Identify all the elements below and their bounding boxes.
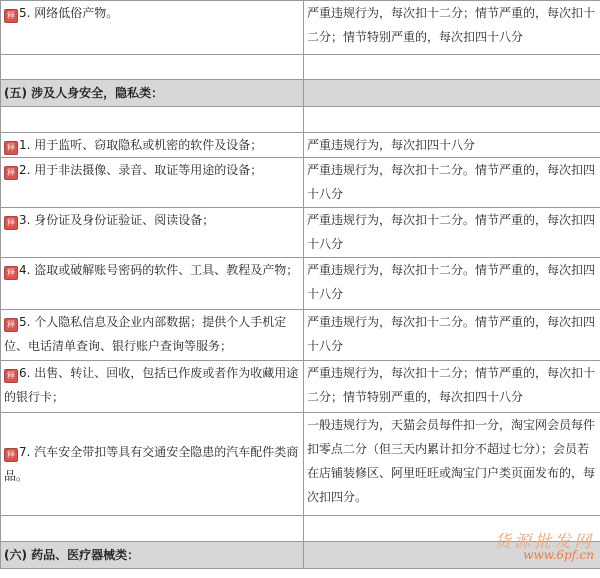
interpretation-icon[interactable]: 释 (4, 448, 18, 462)
item-text: 2. 用于非法摄像、录音、取证等用途的设备； (19, 163, 263, 177)
interpretation-icon[interactable]: 释 (4, 166, 18, 180)
item-text: 6. 出售、转让、回收，包括已作废或者作为收藏用途的银行卡； (4, 366, 299, 404)
item-text: 5. 网络低俗产物。 (19, 6, 119, 20)
interpretation-icon[interactable]: 释 (4, 141, 18, 155)
penalty-text: 严重违规行为，每次扣十二分。情节严重的，每次扣四十八分 (304, 208, 600, 258)
interpretation-icon[interactable]: 释 (4, 318, 18, 332)
table-row (1, 258, 600, 310)
penalty-text: 严重违规行为，每次扣十二分。情节严重的，每次扣四十八分 (304, 158, 600, 208)
penalty-text: 严重违规行为，每次扣十二分；情节严重的，每次扣十二分；情节特别严重的，每次扣四十八分 (304, 1, 600, 55)
penalty-text: 严重违规行为，每次扣十二分；情节严重的，每次扣十二分；情节特别严重的，每次扣四十八分 (304, 361, 600, 413)
item-text: 1. 用于监听、窃取隐私或机密的软件及设备； (19, 138, 263, 152)
interpretation-icon[interactable]: 释 (4, 369, 18, 383)
section-title: (六) 药品、医疗器械类： (1, 542, 304, 569)
blank-row (1, 107, 600, 133)
table-row (1, 413, 600, 516)
section-row (1, 542, 600, 569)
penalty-text: 一般违规行为，天猫会员每件扣一分，淘宝网会员每件扣零点二分（但三天内累计扣分不超过七分）；会员若在店铺装修区、阿里旺旺或淘宝门户类页面发布的，每次扣四分。 (304, 413, 600, 516)
interpretation-icon[interactable]: 释 (4, 266, 18, 280)
section-row (1, 80, 600, 107)
blank-row (1, 516, 600, 542)
penalty-text: 严重违规行为，每次扣四十八分 (304, 133, 600, 158)
blank-row (1, 55, 600, 80)
watermark-url: www.6pf.cn (523, 548, 594, 562)
item-text: 5. 个人隐私信息及企业内部数据；提供个人手机定位、电话清单查询、银行账户查询等服务； (4, 315, 287, 353)
table-row (1, 361, 600, 413)
section-title: (五) 涉及人身安全，隐私类： (1, 80, 304, 107)
table-row (1, 310, 600, 361)
interpretation-icon[interactable]: 释 (4, 9, 18, 23)
watermark-text: 货源批发网 (494, 532, 594, 552)
interpretation-icon[interactable]: 释 (4, 216, 18, 230)
table-row (1, 133, 600, 158)
item-text: 3. 身份证及身份证验证、阅读设备； (19, 213, 215, 227)
table-row (1, 208, 600, 258)
penalty-text: 严重违规行为，每次扣十二分。情节严重的，每次扣四十八分 (304, 258, 600, 310)
item-text: 4. 盗取或破解账号密码的软件、工具、教程及产物； (19, 263, 299, 277)
table-row (1, 1, 600, 55)
table-row (1, 158, 600, 208)
penalty-text: 严重违规行为，每次扣十二分。情节严重的，每次扣四十八分 (304, 310, 600, 361)
item-text: 7. 汽车安全带扣等具有交通安全隐患的汽车配件类商品。 (4, 445, 299, 483)
